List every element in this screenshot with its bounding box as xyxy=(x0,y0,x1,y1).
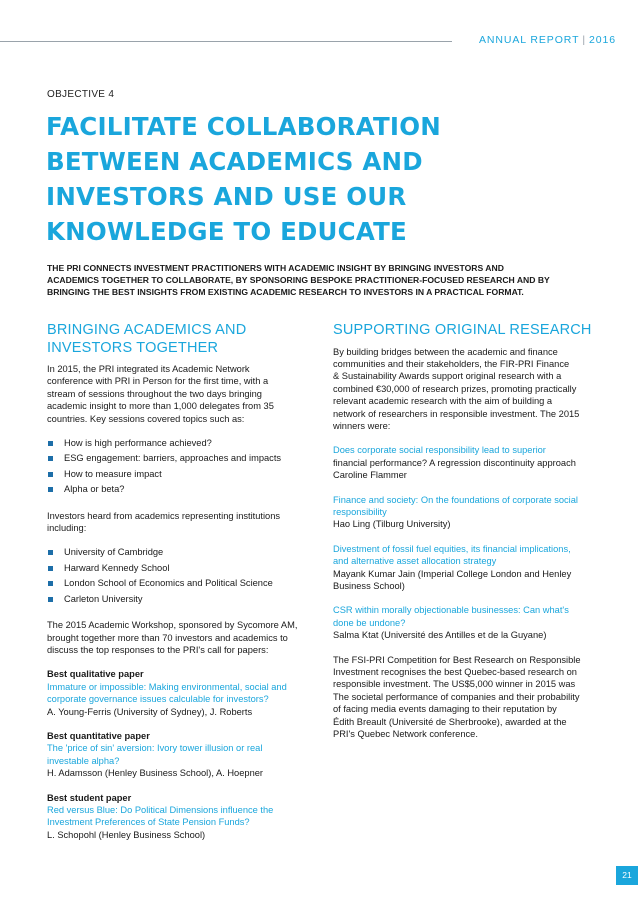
left-column xyxy=(47,322,309,841)
text-line: discuss the top responses to the PRI's call for papers: xyxy=(47,644,269,655)
text-line: In 2015, the PRI integrated its Academic Network xyxy=(47,364,250,374)
list-item-text: Alpha or beta? xyxy=(64,484,125,495)
winner-title-line: and alternative asset allocation strategy xyxy=(333,556,497,567)
text-line: The FSI-PRI Competition for Best Research on Responsible xyxy=(333,654,581,665)
text-line: & Sustainability Awards support original research with a xyxy=(333,371,562,382)
winner-text-line: Caroline Flammer xyxy=(333,470,407,481)
winner-text-line: financial performance? A regression discontinuity approach xyxy=(333,457,576,468)
academic-network-paragraph xyxy=(47,363,309,425)
text-line: responsible investment. The US$5,000 winner in 2015 was xyxy=(333,679,576,690)
list-item xyxy=(47,561,309,576)
winner-text-line: Mayank Kumar Jain (Imperial College London and Henley xyxy=(333,568,572,579)
header-separator: | xyxy=(582,34,587,46)
text-line: The societal performance of companies and their probability xyxy=(333,691,580,702)
winner-title-line: CSR within morally objectionable businesses: Can what's xyxy=(333,605,569,616)
paper-authors: H. Adamsson (Henley Business School), A. Hoepner xyxy=(47,768,264,779)
report-year: 2016 xyxy=(589,34,616,46)
text-line: countries. Key sessions covered topics such as: xyxy=(47,413,245,424)
text-line: Investors heard from academics representing institutions xyxy=(47,510,281,521)
text-line: relevant academic research with the aim of building a xyxy=(333,396,553,407)
list-item-text: London School of Economics and Political Science xyxy=(64,578,273,589)
text-line: brought together more than 70 investors and academics to xyxy=(47,632,288,643)
paper-title-line: Investment Preferences of State Pension Funds? xyxy=(47,817,250,828)
winner-entry xyxy=(333,494,605,531)
text-line: Investment recognises the best Quebec-based research on xyxy=(333,667,577,678)
title-line: BETWEEN ACADEMICS AND xyxy=(46,147,423,176)
institutions-list xyxy=(47,545,309,607)
award-label: Best quantitative paper xyxy=(47,730,150,741)
paper-title-line: Red versus Blue: Do Political Dimensions influence the xyxy=(47,804,274,815)
title-line: FACILITATE COLLABORATION xyxy=(46,112,441,141)
heading-line: BRINGING ACADEMICS AND xyxy=(47,322,247,338)
list-item xyxy=(47,482,309,497)
paper-title-line: Immature or impossible: Making environmental, social and xyxy=(47,681,287,692)
square-bullet-icon xyxy=(48,581,53,586)
winner-title-line: Finance and society: On the foundations of corporate social xyxy=(333,494,578,505)
text-line: Édith Breault (Université de Sherbrooke), awarded at the xyxy=(333,716,567,727)
list-item-text: Carleton University xyxy=(64,593,143,604)
square-bullet-icon xyxy=(48,597,53,602)
square-bullet-icon xyxy=(48,441,53,446)
list-item-text: How to measure impact xyxy=(64,468,162,479)
text-line: conference with PRI in Person for the first time, with a xyxy=(47,376,269,387)
quebec-competition-paragraph xyxy=(333,654,605,741)
award-entry xyxy=(47,668,309,718)
report-header xyxy=(479,34,616,46)
text-line: combined €30,000 of research prizes, promoting practically xyxy=(333,383,577,394)
heading-line: INVESTORS TOGETHER xyxy=(47,339,219,356)
square-bullet-icon xyxy=(48,550,53,555)
list-item xyxy=(47,436,309,451)
right-heading: SUPPORTING ORIGINAL RESEARCH xyxy=(333,322,592,338)
text-line: The 2015 Academic Workshop, sponsored by Sycomore AM, xyxy=(47,620,298,631)
text-line: including: xyxy=(47,523,87,534)
text-line: winners were: xyxy=(333,420,391,431)
workshop-paragraph xyxy=(47,619,309,656)
list-item xyxy=(47,545,309,560)
objective-label: OBJECTIVE 4 xyxy=(47,89,115,100)
intro-line: ACADEMICS TOGETHER TO COLLABORATE, BY SPONSORING BESPOKE PRACTITIONER-FOCUSED RESEARCH AND BY xyxy=(47,275,550,286)
paper-authors: L. Schopohl (Henley Business School) xyxy=(47,829,206,840)
list-item xyxy=(47,592,309,607)
header-rule xyxy=(0,41,452,42)
intro-paragraph xyxy=(47,262,607,299)
text-line: network of researchers in responsible investment. The 2015 xyxy=(333,408,580,419)
winner-title-line: Does corporate social responsibility lead to superior xyxy=(333,445,546,456)
winner-entry xyxy=(333,543,605,593)
list-item xyxy=(47,467,309,482)
session-topics-list xyxy=(47,436,309,498)
winner-title-line: done be undone? xyxy=(333,617,406,628)
text-line: academic insight to more than 1,000 delegates from 35 xyxy=(47,401,274,412)
award-label: Best qualitative paper xyxy=(47,669,144,680)
left-heading xyxy=(47,322,309,357)
square-bullet-icon xyxy=(48,456,53,461)
text-line: of facing media events damaging to their reputation by xyxy=(333,704,557,715)
square-bullet-icon xyxy=(48,487,53,492)
list-item xyxy=(47,451,309,466)
award-entry xyxy=(47,792,309,842)
text-line: By building bridges between the academic and finance xyxy=(333,346,558,357)
square-bullet-icon xyxy=(48,472,53,477)
text-line: PRI's Quebec Network conference. xyxy=(333,729,478,740)
institutions-paragraph xyxy=(47,510,309,535)
awards-intro-paragraph xyxy=(333,346,605,433)
award-entry xyxy=(47,730,309,780)
winner-entry xyxy=(333,444,605,481)
intro-line: THE PRI CONNECTS INVESTMENT PRACTITIONERS WITH ACADEMIC INSIGHT BY BRINGING INVESTORS AND xyxy=(47,263,504,273)
page-number: 21 xyxy=(616,866,638,885)
text-line: stream of sessions throughout the two days bringing xyxy=(47,388,262,399)
right-column xyxy=(333,322,605,740)
report-label: ANNUAL REPORT xyxy=(479,34,580,46)
winner-text-line: Business School) xyxy=(333,581,405,591)
winner-title-line: responsibility xyxy=(333,506,387,517)
list-item-text: How is high performance achieved? xyxy=(64,438,212,449)
text-line: communities and their stakeholders, the FIR-PRI Finance xyxy=(333,358,570,369)
square-bullet-icon xyxy=(48,566,53,571)
title-line: INVESTORS AND USE OUR xyxy=(46,182,407,211)
intro-line: BRINGING THE BEST INSIGHTS FROM EXISTING ACADEMIC RESEARCH TO INVESTORS IN A PRACTICAL FORMAT. xyxy=(47,287,524,298)
title-line: KNOWLEDGE TO EDUCATE xyxy=(46,217,407,246)
list-item xyxy=(47,576,309,591)
list-item-text: University of Cambridge xyxy=(64,547,164,558)
winner-text-line: Salma Ktat (Université des Antilles et de la Guyane) xyxy=(333,630,547,641)
list-item-text: ESG engagement: barriers, approaches and impacts xyxy=(64,453,282,464)
paper-title-line: corporate governance issues calculable for investors? xyxy=(47,694,269,705)
paper-authors: A. Young-Ferris (University of Sydney), J. Roberts xyxy=(47,706,253,717)
paper-title-line: The 'price of sin' aversion: Ivory tower illusion or real xyxy=(47,743,263,754)
paper-title-line: investable alpha? xyxy=(47,755,120,766)
winner-entry xyxy=(333,604,605,641)
page-title xyxy=(46,109,606,249)
winner-title-line: Divestment of fossil fuel equities, its financial implications, xyxy=(333,543,571,554)
winner-text-line: Hao Ling (Tilburg University) xyxy=(333,519,451,530)
award-label: Best student paper xyxy=(47,792,132,803)
list-item-text: Harward Kennedy School xyxy=(64,562,170,573)
